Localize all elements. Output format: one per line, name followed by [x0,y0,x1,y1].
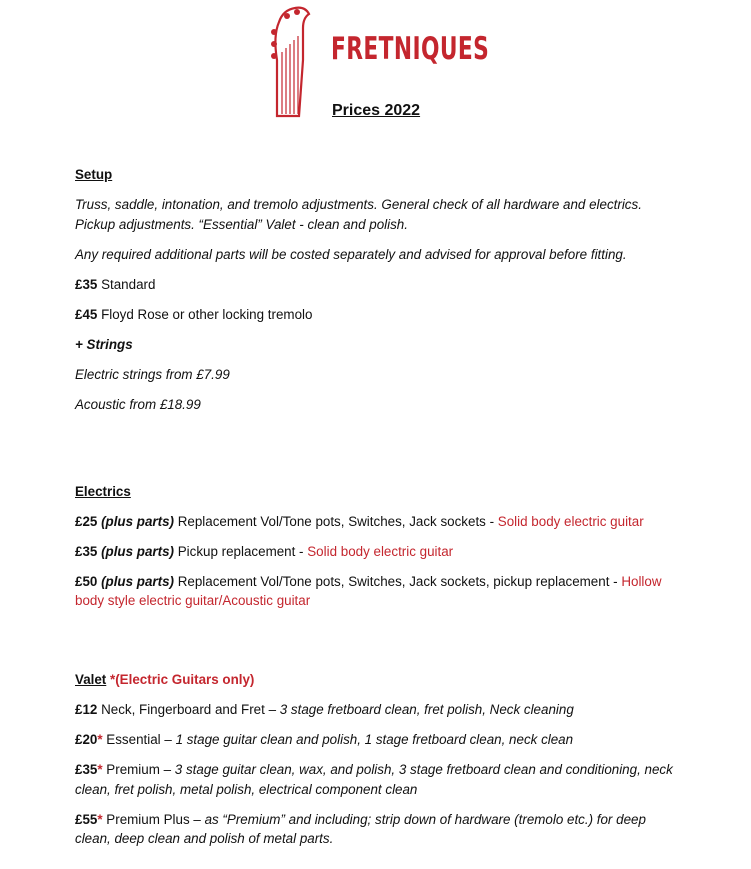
price: £35 [75,276,98,292]
star: * [97,762,103,777]
item-description: as “Premium” and including; strip down of hardware (tremolo etc.) for deep clean, deep clean and polish of metal parts. [75,811,646,846]
valet-heading: Valet [75,672,107,687]
valet-item [75,700,675,720]
price: £45 [75,306,98,322]
electrics-item [75,512,675,532]
item-name: Premium Plus [106,811,190,827]
separator: – [268,702,277,717]
item-description: Replacement Vol/Tone pots, Switches, Jack sockets - [177,513,495,529]
applies-to: Solid body electric guitar [307,543,454,559]
separator: – [163,762,172,777]
setup-price-row [75,275,675,295]
brand-name: FRETNIQUES [331,31,490,67]
item-name: Essential [106,732,161,747]
qualifier: (plus parts) [101,543,174,559]
price: £50 [75,573,98,589]
star: * [97,732,103,747]
strings-electric: Electric strings from £7.99 [75,366,230,382]
item-name: Premium [106,762,160,777]
electrics-item [75,572,675,611]
setup-note: Any required additional parts will be costed separately and advised for approval before fitting. [75,246,627,262]
separator: – [164,732,172,747]
strings-heading: + Strings [75,336,133,352]
separator: – [193,811,201,827]
applies-to: Hollow body style electric guitar/Acoustic guitar [75,573,662,608]
qualifier: (plus parts) [101,513,174,529]
star: * [97,811,103,827]
setup-heading: Setup [75,167,113,182]
qualifier: (plus parts) [101,573,174,589]
setup-price-row [75,305,675,325]
price: £35 [75,543,98,559]
setup-description: Truss, saddle, intonation, and tremolo adjustments. General check of all hardware and electrics. Pickup adjustments. “Essential” Valet - clean and polish. [75,197,642,232]
valet-note: *(Electric Guitars only) [110,672,255,687]
electrics-item [75,542,675,562]
valet-item [75,810,675,849]
price: £12 [75,702,98,717]
price: £25 [75,513,98,529]
price-label: Standard [101,276,156,292]
price-label: Floyd Rose or other locking tremolo [101,306,313,322]
item-description: Replacement Vol/Tone pots, Switches, Jack sockets, pickup replacement - [177,573,618,589]
applies-to: Solid body electric guitar [497,513,644,529]
valet-item [75,730,675,750]
price: £35 [75,762,98,777]
item-description: 3 stage fretboard clean, fret polish, Neck cleaning [279,702,574,717]
item-description: 1 stage guitar clean and polish, 1 stage fretboard clean, neck clean [175,732,574,747]
price-list [75,165,675,859]
price: £20 [75,732,98,747]
strings-acoustic: Acoustic from £18.99 [75,396,201,412]
electrics-heading: Electrics [75,483,131,499]
item-name: Neck, Fingerboard and Fret [101,702,265,717]
page-title: Prices 2022 [332,102,421,119]
item-description: 3 stage guitar clean, wax, and polish, 3 stage fretboard clean and conditioning, neck clean, fret polish, metal polish, electrical component clean [75,762,673,797]
item-description: Pickup replacement - [177,543,304,559]
price: £55 [75,811,98,827]
valet-item [75,760,675,799]
